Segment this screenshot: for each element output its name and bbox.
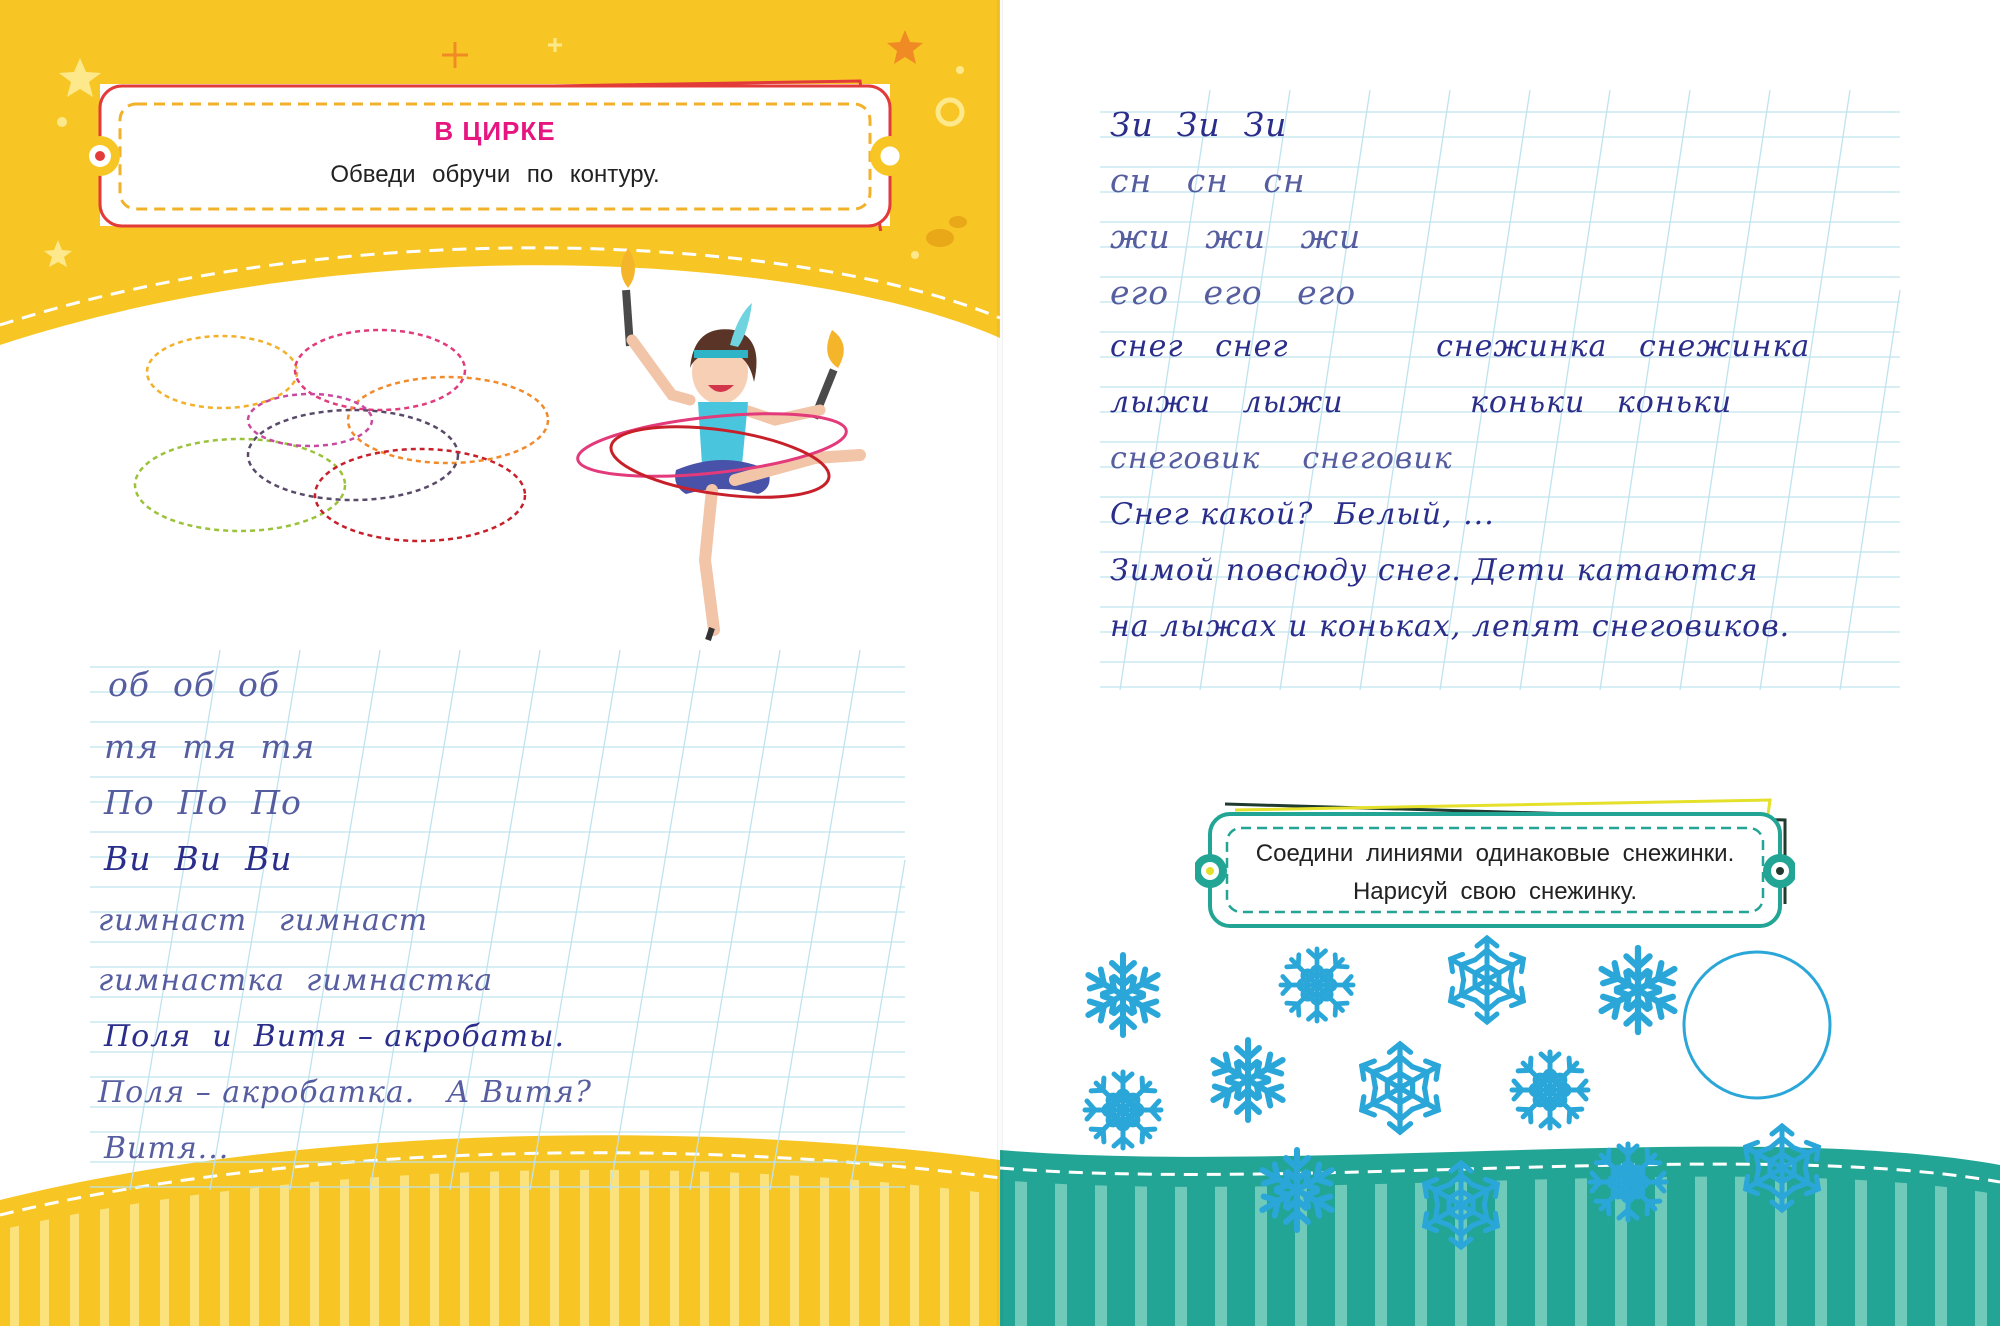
snowflake-9 — [1257, 1150, 1337, 1230]
snowflake-12 — [1740, 1126, 1825, 1210]
writing-line-3: По По По — [104, 783, 302, 822]
writing-line-r3: жи жи жи — [1110, 217, 1362, 256]
writing-line-r2: сн сн сн — [1110, 161, 1306, 200]
snowflake-11 — [1590, 1144, 1666, 1220]
writing-line-8: Поля – акробатка. А Витя? — [98, 1075, 592, 1110]
hoops-to-trace — [135, 330, 548, 541]
task-instruction: Обведи обручи по контуру. — [330, 161, 660, 188]
snowflake-4 — [1596, 948, 1680, 1032]
writing-line-4: Ви Ви Ви — [104, 839, 293, 878]
page-spine — [997, 0, 1003, 1326]
task-box-circus — [100, 84, 890, 226]
snowflake-6 — [1208, 1040, 1288, 1120]
writing-line-r8: Снег какой? Белый, ... — [1110, 497, 1495, 532]
snowflake-5 — [1085, 1072, 1161, 1148]
snowflakes-group — [1000, 0, 2000, 1326]
task-title: В ЦИРКЕ — [434, 116, 556, 146]
snowflake-1 — [1083, 955, 1163, 1035]
writing-line-7: Поля и Витя – акробаты. — [104, 1019, 566, 1054]
snowflake-10 — [1419, 1163, 1504, 1247]
snowflake-2 — [1281, 949, 1353, 1021]
writing-line-5: гимнаст гимнаст — [98, 903, 429, 938]
writing-line-r6: лыжи лыжи коньки коньки — [1110, 385, 1733, 420]
writing-line-2: тя тя тя — [104, 727, 316, 766]
writing-line-6: гимнастка гимнастка — [98, 963, 494, 998]
gymnast-illustration — [575, 248, 860, 640]
writing-line-1: об об об — [108, 665, 280, 704]
task-instruction-line1: Соедини линиями одинаковые снежинки. — [1255, 840, 1735, 867]
writing-line-r5: снег снег снежинка снежинка — [1110, 329, 1811, 364]
writing-line-r7: снеговик снеговик — [1110, 441, 1453, 476]
writing-line-9: Витя... — [104, 1131, 230, 1166]
writing-line-r1: Зи Зи Зи — [1110, 105, 1288, 144]
right-page — [1000, 0, 2000, 1326]
writing-line-r4: его его его — [1110, 273, 1357, 312]
writing-line-r9: Зимой повсюду снег. Дети катаются — [1110, 553, 1759, 588]
writing-line-r10: на лыжах и коньках, лепят снеговиков. — [1110, 609, 1791, 644]
task-instruction-line2: Нарисуй свою снежинку. — [1352, 878, 1638, 905]
snowflake-7 — [1356, 1044, 1445, 1132]
snowflake-3 — [1445, 938, 1530, 1022]
snowflake-8 — [1512, 1052, 1588, 1128]
